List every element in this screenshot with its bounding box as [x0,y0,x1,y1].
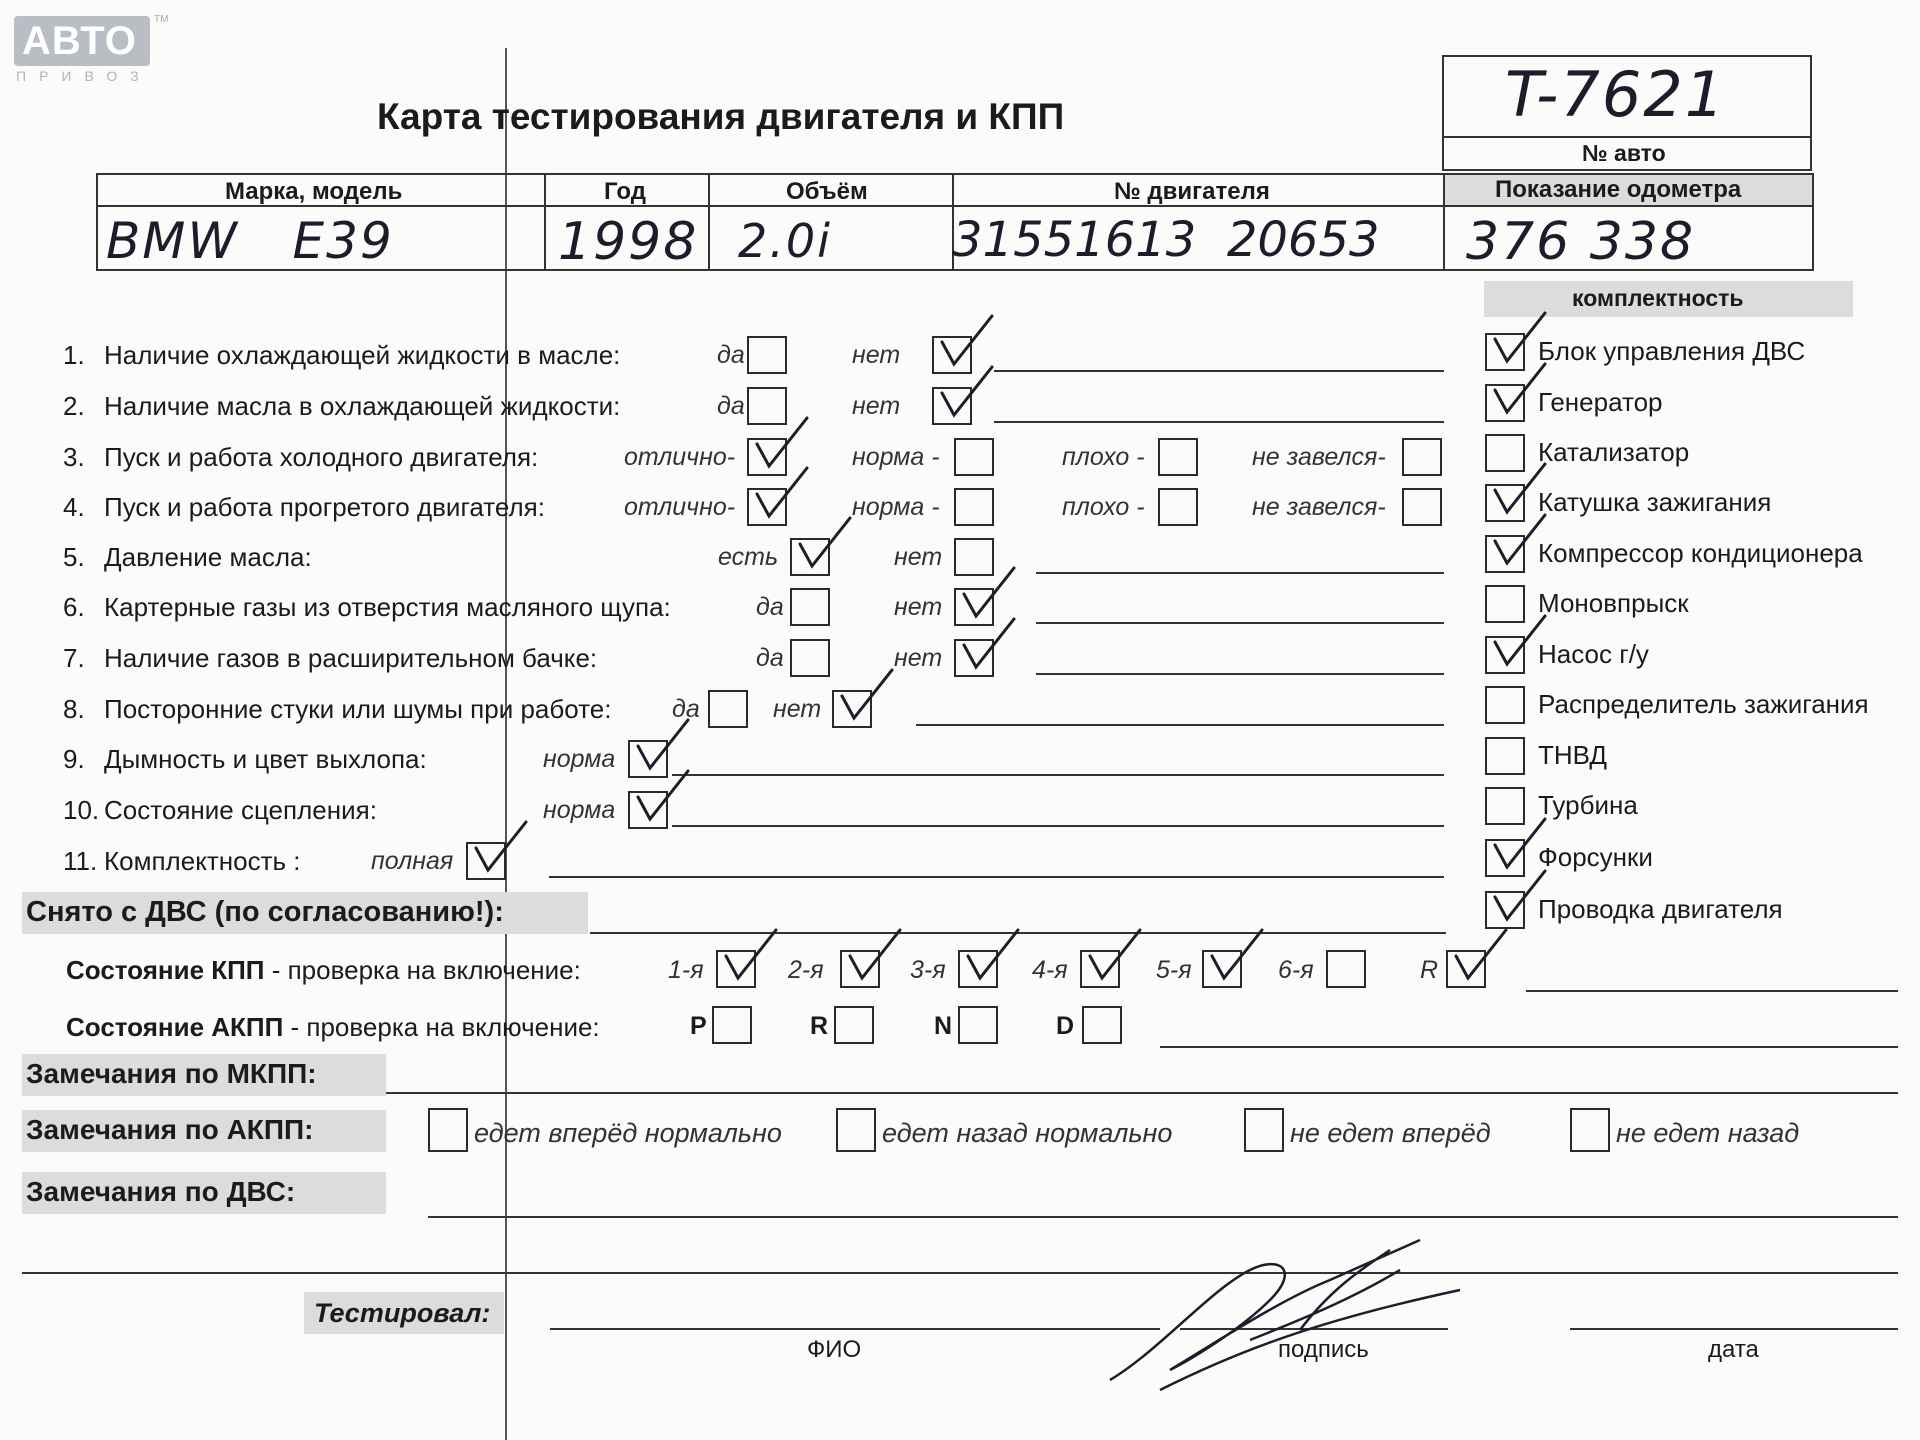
gear-label: R [1420,956,1439,984]
akpp-mode-checkbox[interactable] [712,1006,752,1044]
option-label: да [717,341,745,369]
question-number: 8. [63,694,85,724]
option-checkbox[interactable] [1402,438,1442,476]
option-label: полная [371,847,454,875]
akpp-mode-label: N [934,1012,953,1040]
option-label: есть [718,543,779,571]
akpp-mode-checkbox[interactable] [834,1006,874,1044]
option-label: да [717,392,745,420]
date-label: дата [1708,1336,1759,1363]
gear-checkbox[interactable] [1326,950,1366,988]
question-number: 3. [63,442,85,472]
answer-line [994,421,1444,423]
checkmark-icon [720,926,782,988]
option-label: не завелся- [1252,443,1386,471]
question-text: Комплектность : [104,846,301,876]
option-label: норма - [852,493,940,521]
gear-label: 6-я [1278,956,1314,984]
auto-number-divider [1444,136,1810,138]
option-label: нет [894,644,943,672]
answer-line [1036,572,1444,574]
value-odometer: 376 338 [1466,212,1696,272]
question-number: 11. [63,846,98,876]
kit-item-label: Проводка двигателя [1538,894,1783,924]
checkmark-icon [1206,926,1268,988]
question-number: 6. [63,592,85,622]
option-label: нет [773,695,822,723]
option-label: да [756,593,784,621]
akpp-remark-checkbox[interactable] [1570,1108,1610,1152]
question-number: 9. [63,744,85,774]
value-engine-number: 31551613 20653 [952,212,1380,268]
page-title: Карта тестирования двигателя и КПП [377,96,1065,137]
option-label: нет [852,341,901,369]
question-text: Наличие охлаждающей жидкости в масле: [104,340,621,370]
remarks-extra-line [22,1272,1898,1274]
akpp-remark-label: едет вперёд нормально [474,1118,782,1148]
question-text: Наличие масла в охлаждающей жидкости: [104,391,621,421]
answer-line [549,876,1444,878]
fio-line [550,1328,1160,1330]
akpp-remark-checkbox[interactable] [1244,1108,1284,1152]
kit-item-label: Распределитель зажигания [1538,689,1869,719]
question-number: 7. [63,643,85,673]
kit-item-label: Компрессор кондиционера [1538,538,1863,568]
kit-item-label: Генератор [1538,387,1663,417]
kpp-label-rest: - проверка на включение: [264,955,581,985]
akpp-label-rest: - проверка на включение: [283,1012,600,1042]
question-number: 2. [63,391,85,421]
kpp-line [1526,990,1898,992]
checkmark-icon [936,363,998,425]
handwritten-signature [1100,1230,1480,1400]
akpp-remark-checkbox[interactable] [836,1108,876,1152]
logo [14,14,169,66]
question-number: 1. [63,340,85,370]
option-checkbox[interactable] [1158,488,1198,526]
kpp-label-bold: Состояние КПП [66,955,265,985]
logo-text: АВТО [22,19,137,63]
option-checkbox[interactable] [747,336,787,374]
question-text: Состояние сцепления: [104,795,377,825]
option-label: да [756,644,784,672]
checkmark-icon [836,666,898,728]
value-make-model: BMW E39 [106,212,394,270]
question-text: Пуск и работа прогретого двигателя: [104,492,545,522]
header-odometer: Показание одометра [1495,176,1742,203]
header-year: Год [604,178,646,205]
checkmark-icon [632,767,694,829]
kit-item-label: Форсунки [1538,842,1653,872]
logo-subtitle: ПРИВОЗ [16,68,152,84]
kit-title: комплектность [1572,285,1744,311]
question-number: 5. [63,542,85,572]
option-label: нет [894,543,943,571]
akpp-mode-checkbox[interactable] [1082,1006,1122,1044]
header-col-divider [1443,175,1445,269]
fio-label: ФИО [807,1336,862,1363]
auto-number-value: T-7621 [1505,58,1727,131]
checkmark-icon [958,615,1020,677]
dvs-remarks-label: Замечания по ДВС: [26,1176,296,1207]
logo-tm: TM [154,14,169,25]
option-checkbox[interactable] [1158,438,1198,476]
kit-item-label: Катушка зажигания [1538,487,1772,517]
option-label: не завелся- [1252,493,1386,521]
answer-line [994,370,1444,372]
option-checkbox[interactable] [790,639,830,677]
checkmark-icon [794,514,856,576]
option-label: норма - [852,443,940,471]
option-label: отлично- [624,443,736,471]
kit-item-label: Насос г/у [1538,639,1649,669]
header-volume: Объём [786,178,868,205]
kpp-label [66,955,581,986]
akpp-mode-label: R [810,1012,829,1040]
kit-item-label: Катализатор [1538,437,1690,467]
option-label: плохо - [1062,443,1145,471]
question-text: Давление масла: [104,542,312,572]
dvs-remarks-line [428,1216,1898,1218]
option-checkbox[interactable] [954,488,994,526]
mkpp-remarks-label: Замечания по МКПП: [26,1058,317,1089]
gear-label: 1-я [668,956,704,984]
akpp-remark-checkbox[interactable] [428,1108,468,1152]
gear-label: 5-я [1156,956,1192,984]
option-label: нет [894,593,943,621]
question-number: 10. [63,795,100,825]
option-label: норма [543,745,616,773]
gear-label: 4-я [1032,956,1068,984]
value-volume: 2.0i [738,214,832,268]
checkmark-icon [962,926,1024,988]
option-checkbox[interactable] [1402,488,1442,526]
checkmark-icon [844,926,906,988]
mkpp-remarks-line [386,1092,1898,1094]
option-checkbox[interactable] [790,588,830,626]
header-col-divider [708,175,710,269]
option-label: отлично- [624,493,736,521]
answer-line [672,774,1444,776]
akpp-mode-label: P [690,1012,707,1040]
question-number: 4. [63,492,85,522]
kit-item-label: Моновпрыск [1538,588,1689,618]
option-checkbox[interactable] [954,438,994,476]
removed-title: Снято с ДВС (по согласованию!): [26,896,504,928]
question-text: Посторонние стуки или шумы при работе: [104,694,612,724]
kit-checkbox[interactable] [1485,737,1525,775]
kit-item-label: Блок управления ДВС [1538,336,1806,366]
option-label: да [672,695,700,723]
question-text: Пуск и работа холодного двигателя: [104,442,539,472]
akpp-mode-label: D [1056,1012,1075,1040]
checkmark-icon [1084,926,1146,988]
answer-line [1036,673,1444,675]
answer-line [1036,622,1444,624]
option-label: нет [852,392,901,420]
auto-number-label: № авто [1582,140,1666,166]
checkmark-icon [470,818,532,880]
option-checkbox[interactable] [708,690,748,728]
header-engine-number: № двигателя [1114,178,1270,205]
akpp-label-bold: Состояние АКПП [66,1012,284,1042]
akpp-remarks-label: Замечания по АКПП: [26,1114,314,1145]
akpp-label [66,1012,600,1043]
gear-label: 3-я [910,956,946,984]
option-label: норма [543,796,616,824]
question-text: Дымность и цвет выхлопа: [104,744,427,774]
value-year: 1998 [558,212,699,272]
kit-item-label: ТНВД [1538,740,1608,770]
header-col-divider [544,175,546,269]
akpp-remark-label: не едет назад [1616,1118,1800,1148]
akpp-remark-label: не едет вперёд [1290,1118,1491,1148]
akpp-line [1160,1046,1898,1048]
answer-line [916,724,1444,726]
signature-label: подпись [1278,1336,1369,1363]
kit-checkbox[interactable] [1485,686,1525,724]
option-label: плохо - [1062,493,1145,521]
kit-item-label: Турбина [1538,790,1638,820]
gear-label: 2-я [788,956,824,984]
answer-line [672,825,1444,827]
date-line [1570,1328,1898,1330]
question-text: Картерные газы из отверстия масляного щупа: [104,592,671,622]
tested-by-label: Тестировал: [314,1298,491,1328]
checkmark-icon [1450,926,1512,988]
question-text: Наличие газов в расширительном бачке: [104,643,598,673]
akpp-remark-label: едет назад нормально [882,1118,1173,1148]
akpp-mode-checkbox[interactable] [958,1006,998,1044]
header-make-model: Марка, модель [225,178,403,205]
